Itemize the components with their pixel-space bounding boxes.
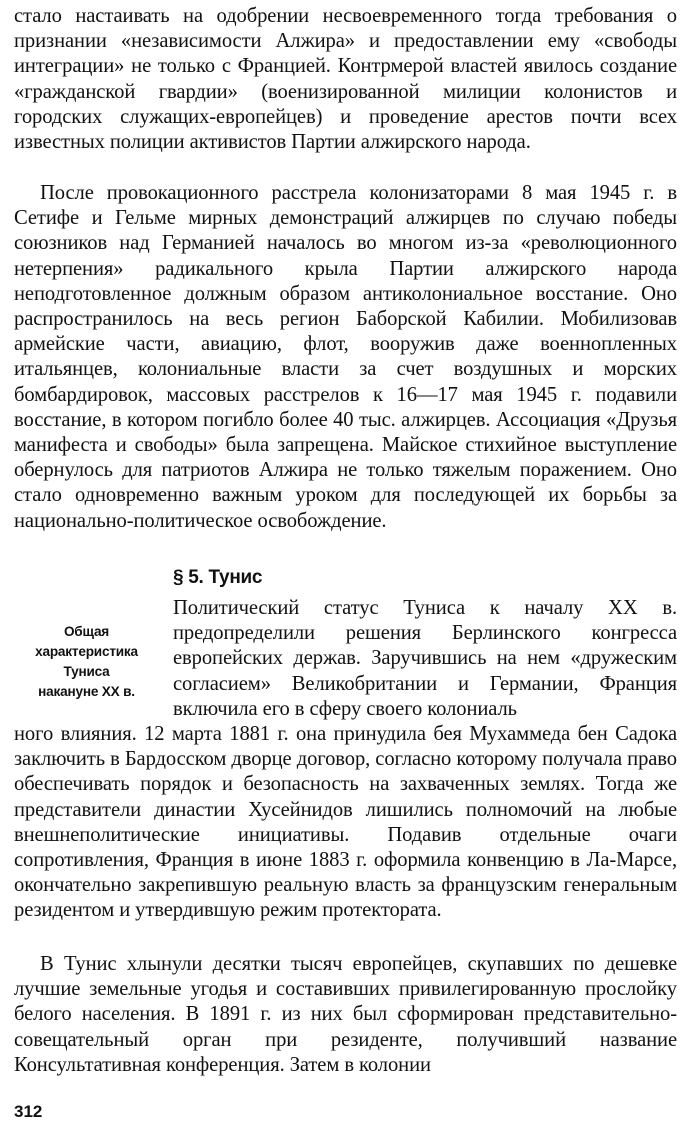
paragraph-3-wrapped — [173, 596, 677, 722]
paragraph-4 — [14, 952, 677, 1078]
margin-note-line-2: характеристика — [35, 644, 138, 659]
paragraph-1 — [14, 4, 677, 155]
paragraph-4-text: В Тунис хлынули десятки тысяч европейцев, скупавших по дешевке лучшие земельные угодья и составивших привилегированную прослойку белого населения. В 1891 г. из них был сформирован представительно-совещательный орган при резиденте, получивший название Консультативная конференция. Затем в колонии — [14, 953, 677, 1076]
paragraph-3-wrapped-text: Политический статус Туниса к началу XX в. предопределили решения Берлинского конгресса европейских держав. Заручившись на нем «дружеским согласием» Великобритании и Германии, Франция включила его в сферу своего колониаль — [173, 597, 677, 720]
paragraph-2 — [14, 181, 677, 534]
paragraph-3-continued-text: ного влияния. 12 марта 1881 г. она принудила бея Мухаммеда бен Садока заключить в Бардосском дворце договор, согласно которому получала право обеспечивать порядок и безопасность на захваченных землях. Тогда же представители династии Хусейнидов лишились полномочий на любые внешнеполитические инициативы. Подавив отдельные очаги сопротивления, Франция в июне 1883 г. оформила конвенцию в Ла-Марсе, окончательно закрепившую реальную власть за французским генеральным резидентом и утвердившую режим протектората. — [14, 723, 677, 922]
margin-note-line-3: Туниса — [63, 664, 110, 679]
paragraph-2-text: После провокационного расстрела колонизаторами 8 мая 1945 г. в Сетифе и Гельме мирных демонстраций алжирцев по случаю победы союзников над Германией началось во многом из-за «революционного нетерпения» радикального крыла Партии алжирского народа неподготовленное должным образом антиколониальное восстание. Оно распространилось на весь регион Баборской Кабилии. Мобилизовав армейские части, авиацию, флот, вооружив даже военнопленных итальянцев, колониальные власти за счет воздушных и морских бомбардировок, массовых расстрелов к 16—17 мая 1945 г. подавили восстание, в котором погибло более 40 тыс. алжирцев. Ассоциация «Друзья манифеста и свободы» была запрещена. Майское стихийное выступление обернулось для патриотов Алжира не только тяжелым поражением. Оно стало одновременно важным уроком для последующей их борьбы за национально-политическое освобождение. — [14, 182, 677, 532]
margin-note-line-4: накануне XX в. — [38, 684, 135, 699]
margin-note-line-1: Общая — [63, 624, 110, 639]
section-heading: § 5. Тунис — [173, 567, 263, 588]
paragraph-3-continued — [14, 722, 677, 924]
paragraph-1-text: стало настаивать на одобрении несвоевременного тогда требования о признании «независимости Алжира» и предоставлении ему «свободы интеграции» не только с Францией. Контрмерой властей явилось создание «гражданской гвардии» (военизированной милиции колонистов и городских служащих-европейцев) и проведение арестов почти всех известных полиции активистов Партии алжирского народа. — [14, 5, 677, 154]
margin-note — [14, 622, 159, 702]
page-number: 312 — [14, 1102, 43, 1121]
